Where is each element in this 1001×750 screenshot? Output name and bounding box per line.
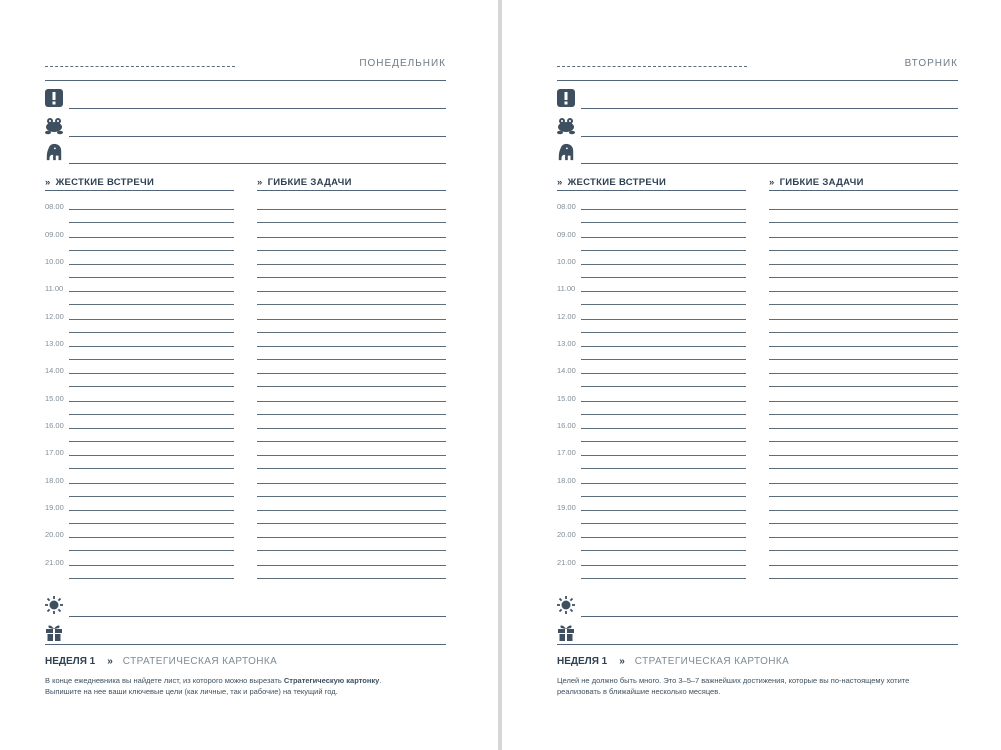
writing-line[interactable]: [257, 578, 446, 579]
writing-line[interactable]: [257, 523, 446, 524]
writing-line[interactable]: [69, 401, 234, 402]
flexible-tasks-rule: [769, 190, 958, 191]
time-label: 11.00: [45, 284, 64, 293]
evening-line[interactable]: [69, 616, 446, 617]
writing-line[interactable]: [69, 250, 234, 251]
writing-line[interactable]: [257, 414, 446, 415]
writing-line[interactable]: [581, 264, 746, 265]
writing-line[interactable]: [769, 319, 958, 320]
week-footer: НЕДЕЛЯ 1 » СТРАТЕГИЧЕСКАЯ КАРТОНКА: [557, 656, 790, 667]
writing-line[interactable]: [581, 537, 746, 538]
date-field[interactable]: [557, 66, 747, 67]
writing-line[interactable]: [257, 496, 446, 497]
writing-line[interactable]: [69, 537, 234, 538]
footer-note: Целей не должно быть много. Это 3–5–7 важнейших достижения, которые вы по-настоящему хотите реализовать в ближайшие несколько месяцев.: [557, 676, 910, 696]
writing-line[interactable]: [69, 304, 234, 305]
writing-line[interactable]: [257, 401, 446, 402]
writing-line[interactable]: [257, 291, 446, 292]
writing-line[interactable]: [69, 291, 234, 292]
writing-line[interactable]: [257, 304, 446, 305]
date-field[interactable]: [45, 66, 235, 67]
writing-line[interactable]: [257, 237, 446, 238]
time-label: 14.00: [45, 366, 64, 375]
writing-line[interactable]: [69, 455, 234, 456]
time-label: 08.00: [45, 202, 64, 211]
elephant-icon: [45, 143, 63, 161]
header-rule: [45, 80, 446, 81]
writing-line[interactable]: [69, 414, 234, 415]
writing-line[interactable]: [769, 523, 958, 524]
hard-meetings-heading: » ЖЕСТКИЕ ВСТРЕЧИ: [557, 177, 667, 188]
writing-line[interactable]: [581, 209, 746, 210]
time-label: 12.00: [45, 312, 64, 321]
writing-line[interactable]: [769, 496, 958, 497]
writing-line[interactable]: [581, 414, 746, 415]
writing-line[interactable]: [581, 510, 746, 511]
exclamation-icon: [45, 89, 63, 107]
gift-icon: [557, 623, 575, 641]
hard-meetings-rule: [45, 190, 234, 191]
writing-line[interactable]: [769, 209, 958, 210]
writing-line[interactable]: [581, 550, 746, 551]
time-label: 08.00: [557, 202, 576, 211]
time-label: 15.00: [45, 394, 64, 403]
strategic-card-label: СТРАТЕГИЧЕСКАЯ КАРТОНКА: [634, 656, 790, 667]
writing-line[interactable]: [769, 483, 958, 484]
writing-line[interactable]: [769, 386, 958, 387]
writing-line[interactable]: [581, 455, 746, 456]
time-label: 18.00: [557, 476, 576, 485]
writing-line[interactable]: [257, 455, 446, 456]
time-label: 16.00: [557, 421, 576, 430]
writing-line[interactable]: [257, 277, 446, 278]
writing-line[interactable]: [581, 523, 746, 524]
time-label: 19.00: [45, 503, 64, 512]
writing-line[interactable]: [69, 209, 234, 210]
time-label: 16.00: [45, 421, 64, 430]
time-label: 20.00: [557, 530, 576, 539]
writing-line[interactable]: [69, 264, 234, 265]
footer-note: В конце ежедневника вы найдете лист, из которого можно вырезать Стратегическую картонку. Выпишите на нее ваши ключевые цели (как личные, так и рабочие) на текущий год.: [45, 676, 382, 696]
writing-line[interactable]: [257, 359, 446, 360]
writing-line[interactable]: [769, 291, 958, 292]
exclamation-icon: [557, 89, 575, 107]
writing-line[interactable]: [257, 537, 446, 538]
writing-line[interactable]: [581, 291, 746, 292]
writing-line[interactable]: [769, 346, 958, 347]
writing-line[interactable]: [257, 468, 446, 469]
writing-line[interactable]: [769, 455, 958, 456]
writing-line[interactable]: [69, 496, 234, 497]
writing-line[interactable]: [769, 250, 958, 251]
footer-rule: [45, 644, 446, 645]
writing-line[interactable]: [581, 250, 746, 251]
time-label: 12.00: [557, 312, 576, 321]
week-label: НЕДЕЛЯ 1: [45, 656, 96, 667]
week-label: НЕДЕЛЯ 1: [557, 656, 608, 667]
evening-line[interactable]: [581, 616, 958, 617]
time-label: 10.00: [45, 257, 64, 266]
writing-line[interactable]: [257, 332, 446, 333]
time-label: 09.00: [45, 230, 64, 239]
writing-line[interactable]: [769, 332, 958, 333]
writing-line[interactable]: [769, 359, 958, 360]
writing-line[interactable]: [257, 250, 446, 251]
writing-line[interactable]: [581, 319, 746, 320]
writing-line[interactable]: [69, 550, 234, 551]
writing-line[interactable]: [769, 222, 958, 223]
writing-line[interactable]: [769, 537, 958, 538]
time-label: 10.00: [557, 257, 576, 266]
writing-line[interactable]: [581, 496, 746, 497]
writing-line[interactable]: [581, 441, 746, 442]
time-label: 15.00: [557, 394, 576, 403]
writing-line[interactable]: [769, 441, 958, 442]
elephant-icon: [557, 143, 575, 161]
writing-line[interactable]: [769, 277, 958, 278]
sun-icon: [557, 596, 575, 614]
writing-line[interactable]: [769, 550, 958, 551]
elephant-task-line[interactable]: [581, 163, 958, 164]
page-content: [557, 0, 958, 750]
writing-line[interactable]: [769, 304, 958, 305]
frog-task-line[interactable]: [69, 136, 446, 137]
writing-line[interactable]: [257, 346, 446, 347]
day-label: ПОНЕДЕЛЬНИК: [359, 58, 446, 69]
writing-line[interactable]: [69, 578, 234, 579]
day-label: ВТОРНИК: [904, 58, 958, 69]
writing-line[interactable]: [581, 468, 746, 469]
writing-line[interactable]: [69, 222, 234, 223]
writing-line[interactable]: [69, 277, 234, 278]
time-label: 20.00: [45, 530, 64, 539]
planner-page-tuesday: [502, 0, 1000, 750]
time-label: 13.00: [45, 339, 64, 348]
writing-line[interactable]: [581, 401, 746, 402]
writing-line[interactable]: [257, 264, 446, 265]
time-label: 09.00: [557, 230, 576, 239]
writing-line[interactable]: [581, 332, 746, 333]
writing-line[interactable]: [769, 565, 958, 566]
time-label: 21.00: [557, 558, 576, 567]
frog-icon: [557, 117, 575, 135]
time-label: 18.00: [45, 476, 64, 485]
writing-line[interactable]: [257, 222, 446, 223]
writing-line[interactable]: [257, 565, 446, 566]
writing-line[interactable]: [257, 428, 446, 429]
writing-line[interactable]: [69, 428, 234, 429]
writing-line[interactable]: [581, 483, 746, 484]
writing-line[interactable]: [69, 523, 234, 524]
writing-line[interactable]: [257, 483, 446, 484]
writing-line[interactable]: [69, 346, 234, 347]
header-rule: [557, 80, 958, 81]
hard-meetings-heading: » ЖЕСТКИЕ ВСТРЕЧИ: [45, 177, 155, 188]
priority-line[interactable]: [581, 108, 958, 109]
page-content: [45, 0, 446, 750]
writing-line[interactable]: [581, 222, 746, 223]
hard-meetings-rule: [557, 190, 746, 191]
writing-line[interactable]: [581, 386, 746, 387]
writing-line[interactable]: [581, 359, 746, 360]
writing-line[interactable]: [769, 414, 958, 415]
writing-line[interactable]: [581, 237, 746, 238]
writing-line[interactable]: [581, 578, 746, 579]
writing-line[interactable]: [69, 332, 234, 333]
sun-icon: [45, 596, 63, 614]
writing-line[interactable]: [769, 510, 958, 511]
writing-line[interactable]: [769, 237, 958, 238]
writing-line[interactable]: [69, 441, 234, 442]
flexible-tasks-heading: » ГИБКИЕ ЗАДАЧИ: [257, 177, 352, 188]
frog-task-line[interactable]: [581, 136, 958, 137]
writing-line[interactable]: [769, 578, 958, 579]
writing-line[interactable]: [581, 346, 746, 347]
time-label: 21.00: [45, 558, 64, 567]
writing-line[interactable]: [69, 565, 234, 566]
writing-line[interactable]: [69, 483, 234, 484]
flexible-tasks-rule: [257, 190, 446, 191]
time-label: 19.00: [557, 503, 576, 512]
writing-line[interactable]: [257, 441, 446, 442]
writing-line[interactable]: [69, 510, 234, 511]
writing-line[interactable]: [257, 209, 446, 210]
writing-line[interactable]: [69, 386, 234, 387]
time-label: 17.00: [45, 448, 64, 457]
writing-line[interactable]: [257, 386, 446, 387]
writing-line[interactable]: [257, 373, 446, 374]
writing-line[interactable]: [769, 401, 958, 402]
priority-line[interactable]: [69, 108, 446, 109]
writing-line[interactable]: [257, 550, 446, 551]
time-label: 13.00: [557, 339, 576, 348]
writing-line[interactable]: [581, 428, 746, 429]
planner-page-monday: [0, 0, 498, 750]
writing-line[interactable]: [69, 468, 234, 469]
writing-line[interactable]: [769, 428, 958, 429]
writing-line[interactable]: [769, 264, 958, 265]
writing-line[interactable]: [581, 565, 746, 566]
writing-line[interactable]: [769, 468, 958, 469]
time-label: 17.00: [557, 448, 576, 457]
writing-line[interactable]: [769, 373, 958, 374]
footer-rule: [557, 644, 958, 645]
writing-line[interactable]: [69, 319, 234, 320]
frog-icon: [45, 117, 63, 135]
writing-line[interactable]: [257, 319, 446, 320]
writing-line[interactable]: [581, 373, 746, 374]
week-footer: НЕДЕЛЯ 1 » СТРАТЕГИЧЕСКАЯ КАРТОНКА: [45, 656, 278, 667]
writing-line[interactable]: [69, 237, 234, 238]
elephant-task-line[interactable]: [69, 163, 446, 164]
writing-line[interactable]: [69, 359, 234, 360]
writing-line[interactable]: [257, 510, 446, 511]
writing-line[interactable]: [581, 304, 746, 305]
gift-icon: [45, 623, 63, 641]
strategic-card-label: СТРАТЕГИЧЕСКАЯ КАРТОНКА: [122, 656, 278, 667]
time-label: 11.00: [557, 284, 576, 293]
writing-line[interactable]: [581, 277, 746, 278]
time-label: 14.00: [557, 366, 576, 375]
writing-line[interactable]: [69, 373, 234, 374]
flexible-tasks-heading: » ГИБКИЕ ЗАДАЧИ: [769, 177, 864, 188]
